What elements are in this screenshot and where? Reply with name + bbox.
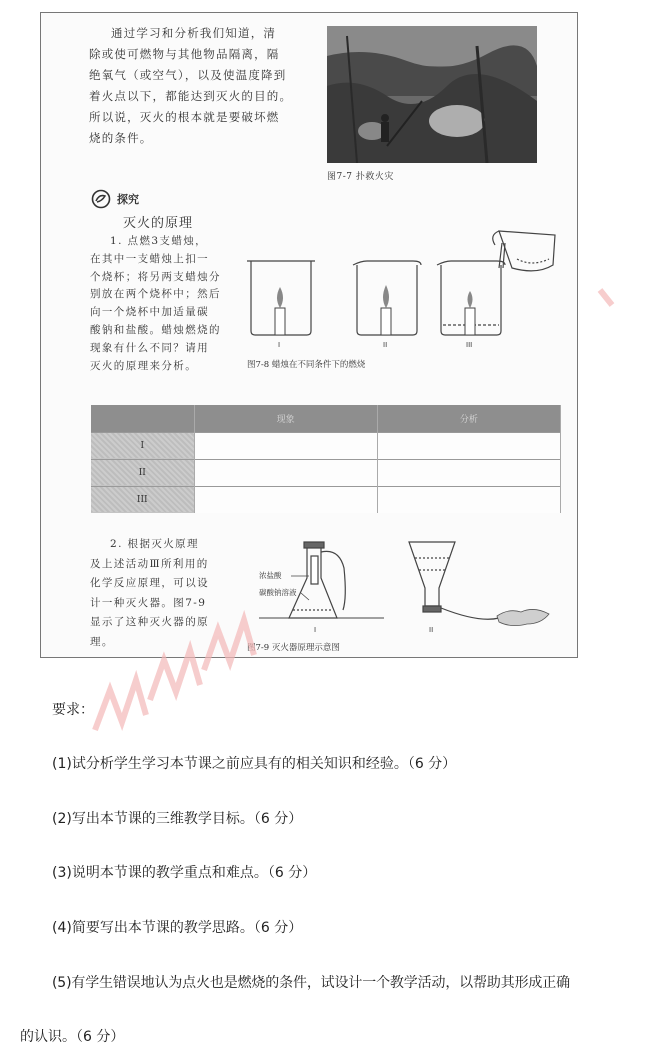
solution-label: 碳酸钠溶液 — [259, 588, 297, 597]
table-row-label: I — [91, 432, 194, 459]
figure-7-9-caption: 图7-9 灭火器原理示意图 — [247, 643, 340, 653]
table-cell — [377, 459, 560, 486]
requirement-item-5-continued: 的认识。（6 分） — [20, 1029, 125, 1045]
table-cell — [194, 486, 377, 513]
table-header-empty — [91, 405, 194, 432]
step2-line: 计一种灭火器。图7-9 — [90, 596, 207, 609]
intro-paragraph — [89, 23, 309, 149]
intro-line: 绝氧气（或空气），以及使温度降到 — [89, 68, 287, 82]
flask-1 — [289, 542, 345, 618]
candle-1 — [275, 287, 285, 335]
table-row — [91, 459, 561, 486]
table-row-label: III — [91, 486, 194, 513]
beaker-label-1: I — [278, 341, 281, 349]
intro-line: 烧的条件。 — [89, 131, 153, 145]
extinguisher-diagram — [259, 528, 559, 638]
requirement-item-4: (4)简要写出本节课的教学思路。（6 分） — [52, 920, 303, 936]
step2-line: 及上述活动Ⅲ所利用的 — [90, 557, 209, 570]
table-header-phenomenon: 现象 — [194, 405, 377, 432]
textbook-scan — [40, 12, 578, 658]
intro-line: 着火点以下，都能达到灭火的目的。 — [89, 89, 293, 103]
flask-label-1: I — [314, 626, 317, 634]
step1-line: 向一个烧杯中加适量碳 — [90, 306, 209, 319]
requirements-heading: 要求： — [52, 702, 94, 718]
table-row — [91, 486, 561, 513]
step2-line: 化学反应原理，可以设 — [90, 577, 209, 589]
step1-line: 酸钠和盐酸。蜡烛燃烧的 — [90, 323, 221, 336]
candle-2 — [381, 285, 391, 335]
figure-7-8-caption: 图7-8 蜡烛在不同条件下的燃烧 — [247, 360, 366, 370]
beaker-label-2: II — [383, 341, 388, 349]
intro-line: 所以说，灭火的根本就是要破坏燃 — [89, 110, 280, 124]
section-title: 灭火的原理 — [123, 216, 194, 231]
explore-label: 探究 — [117, 193, 139, 206]
table-header-analysis: 分析 — [377, 405, 560, 432]
requirement-item-3: (3)说明本节课的教学重点和难点。（6 分） — [52, 865, 317, 881]
table-row — [91, 432, 561, 459]
pouring-cylinder — [493, 231, 555, 271]
table-row-label: II — [91, 459, 194, 486]
beaker-label-3: III — [466, 341, 473, 349]
step2-line: 理。 — [90, 635, 114, 648]
step2-line: 2. 根据灭火原理 — [110, 538, 199, 550]
acid-label: 浓盐酸 — [259, 571, 282, 580]
table-header-row — [91, 405, 561, 432]
step2-line: 显示了这种灭火器的原 — [90, 616, 209, 628]
firefighting-photo — [327, 26, 537, 163]
step1-line: 个烧杯；将另两支蜡烛分 — [90, 270, 221, 283]
requirement-item-2: (2)写出本节课的三维教学目标。（6 分） — [52, 811, 303, 827]
candle-beaker-diagram — [237, 213, 572, 353]
requirement-item-5: (5)有学生错误地认为点火也是燃烧的条件，试设计一个教学活动，以帮助其形成正确 — [52, 975, 570, 991]
candle-3 — [465, 291, 475, 335]
step1-line: 灭火的原理来分析。 — [90, 359, 198, 372]
intro-line: 通过学习和分析我们知道，清 — [111, 26, 277, 40]
step2-paragraph — [90, 535, 260, 652]
observation-table — [91, 405, 561, 513]
table-cell — [377, 432, 560, 459]
requirement-item-1: (1)试分析学生学习本节课之前应具有的相关知识和经验。（6 分） — [52, 756, 457, 772]
step1-line: 在其中一支蜡烛上扣一 — [90, 252, 209, 265]
table-cell — [377, 486, 560, 513]
photo-caption: 图7-7 扑救火灾 — [327, 172, 394, 182]
step1-line: 别放在两个烧杯中；然后 — [90, 288, 221, 301]
foam-spray — [497, 609, 549, 625]
step1-line: 现象有什么不同？请用 — [90, 341, 209, 354]
flask-label-2: II — [429, 626, 434, 634]
table-cell — [194, 432, 377, 459]
step1-line: 1. 点燃3支蜡烛， — [110, 235, 208, 247]
intro-line: 除或使可燃物与其他物品隔离，隔 — [89, 47, 280, 61]
table-cell — [194, 459, 377, 486]
explore-icon — [91, 189, 111, 209]
flask-2 — [409, 542, 499, 619]
